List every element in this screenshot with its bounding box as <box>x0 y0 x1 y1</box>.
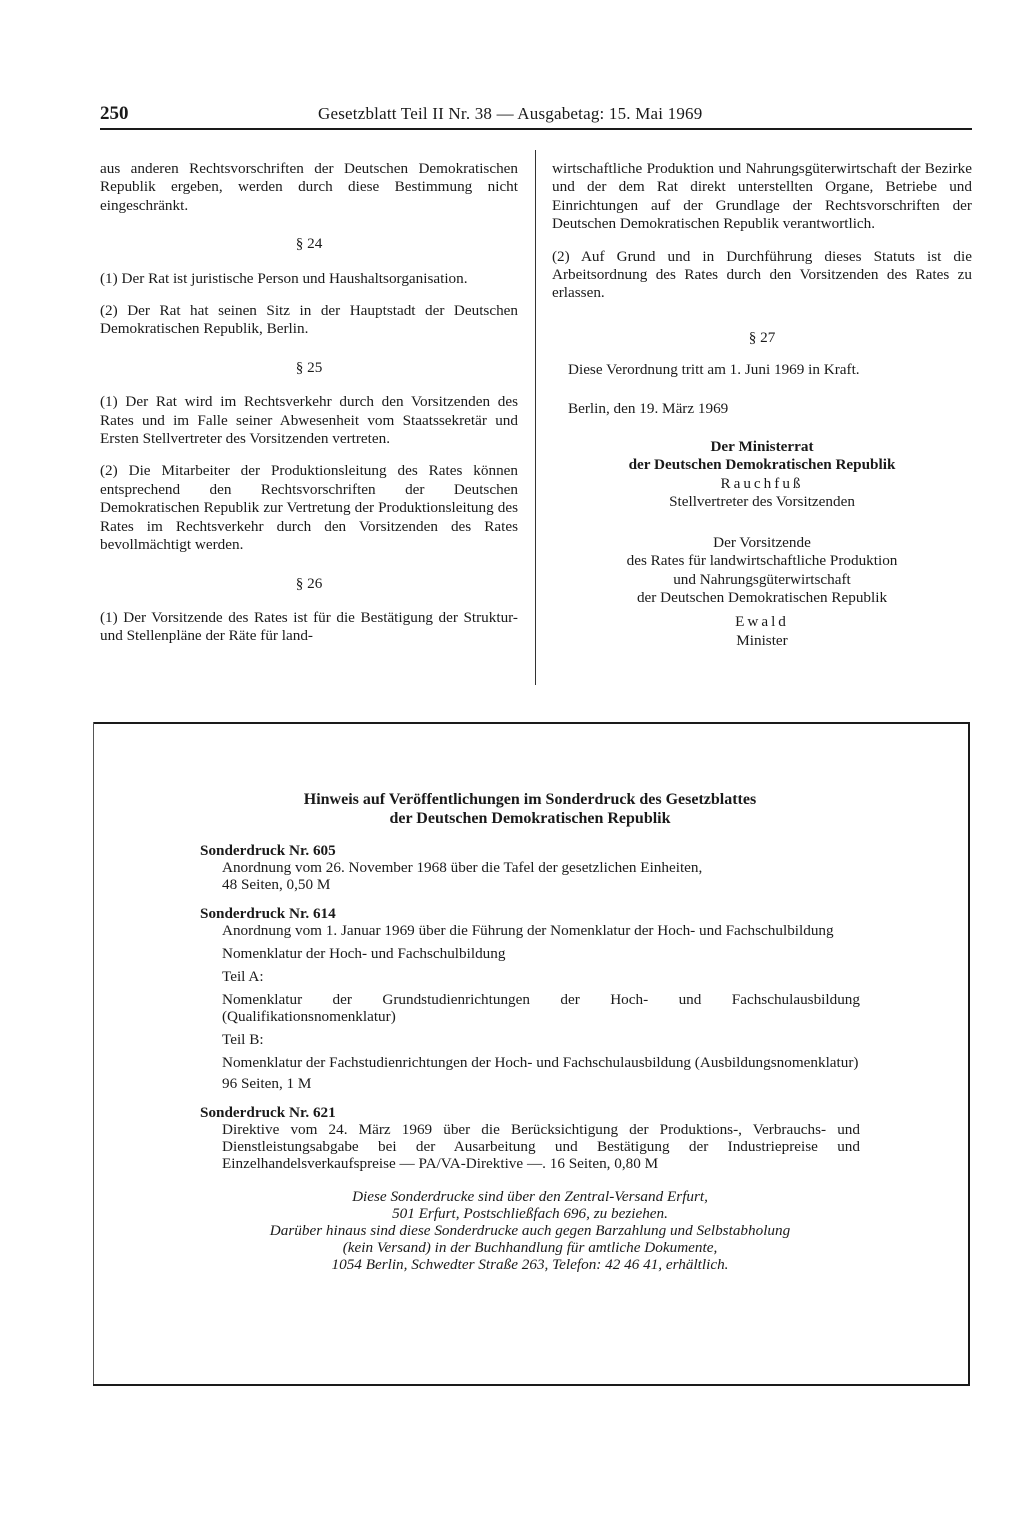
signatory-2-name: Ewald <box>735 613 789 631</box>
section-25-paragraph-1: (1) Der Rat wird im Rechtsverkehr durch den Vorsitzenden des Rates und im Falle seiner Abwesenheit vom Staatssekretär und Ersten Stellvertreter des Vorsitzenden vertreten. <box>100 393 518 448</box>
signatory-1-role: Stellvertreter des Vorsitzenden <box>669 493 855 511</box>
signatory-1-org-line-2: der Deutschen Demokratischen Republik <box>628 456 896 474</box>
column-divider <box>535 150 536 685</box>
section-26-continuation: wirtschaftliche Produktion und Nahrungsgüterwirtschaft der Bezirke und der dem Rat direkt unterstellten Organe, Betriebe und Einrichtungen auf der Grundlage der Rechtsvorschriften der Deutschen Demokratischen Republik verantwortlich. <box>552 160 972 233</box>
signatory-2-line-4: der Deutschen Demokratischen Republik <box>636 588 888 606</box>
section-27-heading: § 27 <box>748 328 776 346</box>
sonderdruck-605-meta: 48 Seiten, 0,50 M <box>222 876 331 893</box>
sonderdruck-614-teil-a: Teil A: <box>222 968 264 985</box>
section-24-paragraph-1: (1) Der Rat ist juristische Person und Haushaltsorganisation. <box>100 269 468 287</box>
section-26-paragraph-1: (1) Der Vorsitzende des Rates ist für die Bestätigung der Struktur- und Stellenpläne der Räte für land- <box>100 608 518 645</box>
signatory-2-line-3: und Nahrungsgüterwirtschaft <box>673 570 851 588</box>
notice-footer-2-line-3: 1054 Berlin, Schwedter Straße 263, Telefon: 42 46 41, erhältlich. <box>331 1256 729 1273</box>
section-25-heading: § 25 <box>295 358 323 376</box>
section-26-heading: § 26 <box>295 574 323 592</box>
notice-content <box>200 790 860 1273</box>
section-25-paragraph-2: (2) Die Mitarbeiter der Produktionsleitung des Rates können entsprechend den Rechtsvorschriften der Deutschen Demokratischen Republik zur Vertretung der Produktionsleitung des Rates im Rechtsverkehr durch den Vorsitzenden des Rates bevollmächtigt werden. <box>100 462 518 554</box>
sonderdruck-614-meta: 96 Seiten, 1 M <box>222 1075 312 1092</box>
page-number: 250 <box>100 103 129 124</box>
sonderdruck-614-text-1: Anordnung vom 1. Januar 1969 über die Führung der Nomenklatur der Hoch- und Fachschulbildung <box>222 922 834 939</box>
intro-paragraph: aus anderen Rechtsvorschriften der Deutschen Demokratischen Republik ergeben, werden durch diese Bestimmung nicht eingeschränkt. <box>100 160 518 214</box>
sonderdruck-621-title: Sonderdruck Nr. 621 <box>200 1104 336 1121</box>
right-column <box>552 160 972 650</box>
section-27-paragraph: Diese Verordnung tritt am 1. Juni 1969 in Kraft. <box>568 361 860 379</box>
section-24-heading: § 24 <box>295 235 323 253</box>
sonderdruck-614-teil-b: Teil B: <box>222 1031 264 1048</box>
notice-box-left-edge <box>93 722 94 1384</box>
notice-heading <box>200 790 860 828</box>
notice-heading-line-2: der Deutschen Demokratischen Republik <box>389 810 671 827</box>
section-26-paragraph-2: (2) Auf Grund und in Durchführung dieses Statuts ist die Arbeitsordnung des Rates durch den Vorsitzenden des Rates zu erlassen. <box>552 247 972 302</box>
sonderdruck-605-text: Anordnung vom 26. November 1968 über die Tafel der gesetzlichen Einheiten, <box>222 859 703 876</box>
signatory-2-line-2: des Rates für landwirtschaftliche Produktion <box>626 552 898 570</box>
sonderdruck-614-text-4: Nomenklatur der Fachstudienrichtungen der Hoch- und Fachschulausbildung (Ausbildungsnomenklatur) <box>222 1054 859 1071</box>
notice-footer-1-line-2: 501 Erfurt, Postschließfach 696, zu beziehen. <box>392 1205 668 1222</box>
signatory-2-line-1: Der Vorsitzende <box>713 533 811 551</box>
notice-heading-line-1: Hinweis auf Veröffentlichungen im Sonderdruck des Gesetzblattes <box>303 791 757 808</box>
sonderdruck-614-title: Sonderdruck Nr. 614 <box>200 905 336 922</box>
sonderdruck-614-text-3: Nomenklatur der Grundstudienrichtungen der Hoch- und Fachschulausbildung (Qualifikationsnomenklatur) <box>222 991 860 1025</box>
left-column <box>100 160 518 646</box>
place-and-date: Berlin, den 19. März 1969 <box>568 399 729 417</box>
signatory-2-role: Minister <box>736 631 788 649</box>
notice-footer-2-line-1: Darüber hinaus sind diese Sonderdrucke auch gegen Barzahlung und Selbstabholung <box>269 1222 791 1239</box>
signatory-1-org-line-1: Der Ministerrat <box>710 438 814 456</box>
notice-footer-2-line-2: (kein Versand) in der Buchhandlung für amtliche Dokumente, <box>342 1239 718 1256</box>
section-24-paragraph-2: (2) Der Rat hat seinen Sitz in der Hauptstadt der Deutschen Demokratischen Republik, Berlin. <box>100 302 518 338</box>
header-rule <box>100 128 972 130</box>
page-header-title: Gesetzblatt Teil II Nr. 38 — Ausgabetag: 15. Mai 1969 <box>318 104 703 123</box>
sonderdruck-605-title: Sonderdruck Nr. 605 <box>200 842 336 859</box>
sonderdruck-614-text-2: Nomenklatur der Hoch- und Fachschulbildung <box>222 945 506 962</box>
signatory-1-name: Rauchfuß <box>720 474 804 492</box>
sonderdruck-621-text: Direktive vom 24. März 1969 über die Berücksichtigung der Produktions-, Verbrauchs- und Dienstleistungsabgabe bei der Ausarbeitung und Bestätigung der Industriepreise und Einzelhandelsverkaufspreise — PA/VA-Direktive —. 16 Seiten, 0,80 M <box>222 1121 860 1172</box>
notice-footer-1-line-1: Diese Sonderdrucke sind über den Zentral-Versand Erfurt, <box>352 1188 708 1205</box>
